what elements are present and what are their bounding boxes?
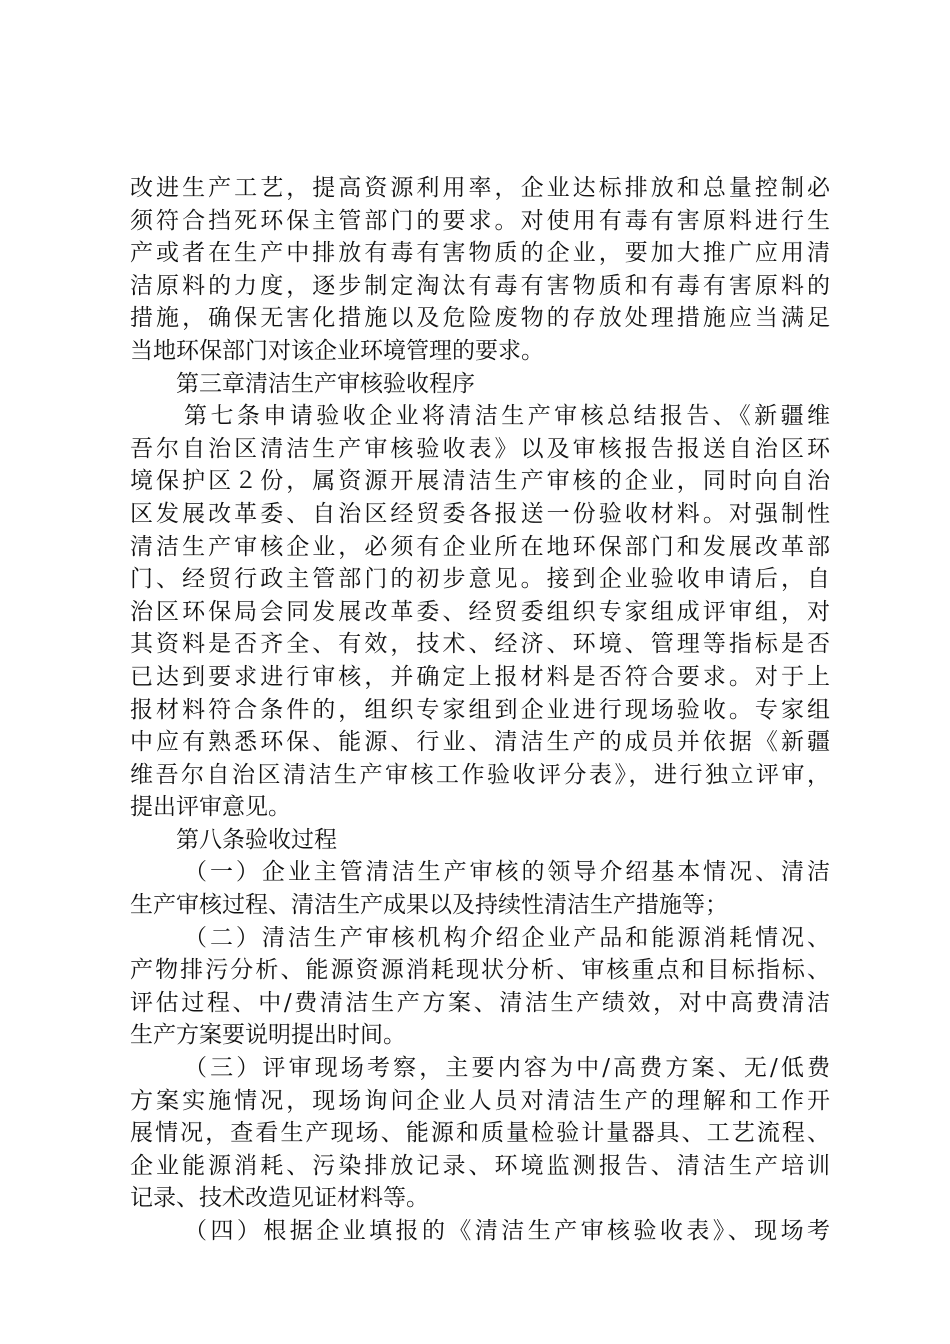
item-line: （三）评审现场考察，主要内容为中/高费方案、无/低费	[184, 1055, 830, 1082]
paragraph-line: 当地环保部门对该企业环境管理的要求。	[130, 337, 544, 364]
item-line: （一）企业主管清洁生产审核的领导介绍基本情况、清洁	[184, 859, 830, 886]
chapter-heading: 第三章清洁生产审核验收程序	[176, 370, 475, 397]
article-line: 治区环保局会同发展改革委、经贸委组织专家组成评审组，对	[130, 598, 830, 625]
paragraph-line: 须符合挡死环保主管部门的要求。对使用有毒有害原料进行生	[130, 207, 830, 234]
item-line: 产物排污分析、能源资源消耗现状分析、审核重点和目标指标、	[130, 957, 830, 984]
paragraph-line: 措施，确保无害化措施以及危险废物的存放处理措施应当满足	[130, 305, 830, 332]
article-line: 清洁生产审核企业，必须有企业所在地环保部门和发展改革部	[130, 533, 830, 560]
item-line: 记录、技术改造见证材料等。	[130, 1185, 429, 1212]
item-line: 展情况，查看生产现场、能源和质量检验计量器具、工艺流程、	[130, 1120, 830, 1147]
article-line: 报材料符合条件的，组织专家组到企业进行现场验收。专家组	[130, 696, 830, 723]
item-line: 生产审核过程、清洁生产成果以及持续性清洁生产措施等；	[130, 892, 728, 919]
article-line: 区发展改革委、自治区经贸委各报送一份验收材料。对强制性	[130, 500, 830, 527]
item-line: 方案实施情况，现场询问企业人员对清洁生产的理解和工作开	[130, 1087, 830, 1114]
item-line: 生产方案要说明提出时间。	[130, 1022, 406, 1049]
item-line: （二）清洁生产审核机构介绍企业产品和能源消耗情况、	[184, 924, 830, 951]
article-heading: 第八条验收过程	[176, 826, 337, 853]
document-body	[130, 172, 830, 1248]
item-line: 评估过程、中/费清洁生产方案、清洁生产绩效，对中高费清洁	[130, 989, 830, 1016]
paragraph-line: 改进生产工艺，提高资源利用率，企业达标排放和总量控制必	[130, 175, 830, 201]
article-line: 提出评审意见。	[130, 794, 291, 821]
paragraph-line: 产或者在生产中排放有毒有害物质的企业，要加大推广应用清	[130, 240, 830, 267]
item-line: （四）根据企业填报的《清洁生产审核验收表》、现场考	[184, 1218, 830, 1244]
article-line: 其资料是否齐全、有效，技术、经济、环境、管理等指标是否	[130, 631, 830, 658]
article-line: 已达到要求进行审核，并确定上报材料是否符合要求。对于上	[130, 663, 830, 690]
paragraph-line: 洁原料的力度，逐步制定淘汰有毒有害物质和有毒有害原料的	[130, 272, 830, 299]
article-line: 吾尔自治区清洁生产审核验收表》以及审核报告报送自治区环	[130, 435, 830, 462]
article-line: 第七条申请验收企业将清洁生产审核总结报告、《新疆维	[184, 403, 830, 430]
item-line: 企业能源消耗、污染排放记录、环境监测报告、清洁生产培训	[130, 1152, 830, 1179]
article-line: 境保护区２份，属资源开展清洁生产审核的企业，同时向自治	[130, 468, 830, 495]
article-line: 门、经贸行政主管部门的初步意见。接到企业验收申请后，自	[130, 566, 830, 593]
article-line: 维吾尔自治区清洁生产审核工作验收评分表》，进行独立评审，	[130, 761, 830, 788]
article-line: 中应有熟悉环保、能源、行业、清洁生产的成员并依据《新疆	[130, 729, 830, 756]
